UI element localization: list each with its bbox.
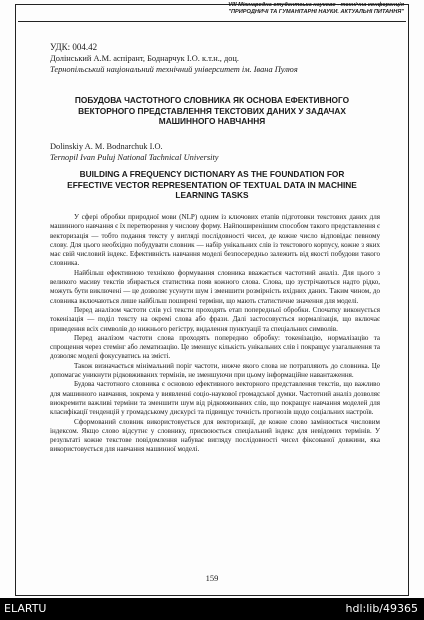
header-rule (18, 21, 406, 22)
running-head-line-2: "ПРИРОДНИЧІ ТА ГУМАНІТАРНІ НАУКИ. АКТУАЛЬНІ ПИТАННЯ" (228, 9, 404, 15)
handle-identifier[interactable]: hdl:lib/49365 (345, 602, 418, 615)
article-title-en: BUILDING A FREQUENCY DICTIONARY AS THE FOUNDATION FOR EFFECTIVE VECTOR REPRESENTATION OF TEXTUAL DATA IN MACHINE LEARNING TASKS (67, 169, 357, 200)
body-paragraph: Будова частотного словника є основою ефективного векторного представлення текстів, що важливо для машинного навчання, зокрема у виявленні соціо-наукової громадської думки. Частотний аналіз дозволяє виокремити важливі терміни та зменшити шум від рідковживаних слів, що покращує навчання моделей для класифікації тенденцій у громадському дискурсі та підвищує точність прогнозів щодо соціальних настроїв. (50, 380, 380, 417)
article-title-ua: ПОБУДОВА ЧАСТОТНОГО СЛОВНИКА ЯК ОСНОВА ЕФЕКТИВНОГО ВЕКТОРНОГО ПРЕДСТАВЛЕННЯ ТЕКСТОВИХ ДАНИХ У ЗАДАЧАХ МАШИННОГО НАВЧАННЯ (74, 95, 350, 126)
udc-code: УДК: 004.42 (50, 42, 98, 52)
repository-footer-bar (0, 598, 424, 620)
body-paragraph: Перед аналізом частоти слів усі тексти проходять етап попередньої обробки. Спочатку виконується токенізація — поділ тексту на окремі слова або фрази. Далі застосовується нормалізація, що включає приведення всіх символів до нижнього регістру, видалення пунктуації та спеціальних символів. (50, 305, 380, 333)
body-paragraph: Сформований словник використовується для векторизації, де кожне слово замінюється числовим індексом. Якщо слово відсутнє у словнику, присвоюється спеціальний індекс для невідомих термінів. У результаті кожне текстове повідомлення набуває вигляду послідовності чисел фіксованої довжини, яка використовується для навчання машинної моделі. (50, 417, 380, 454)
repository-name[interactable]: ELARTU (4, 602, 47, 615)
conference-running-head (60, 2, 404, 16)
article-body (50, 213, 380, 455)
body-paragraph: Також визначається мінімальний поріг частоти, нижче якого слова не потрапляють до словника. Це допомагає уникнути рідковживаних термінів, не зменшуючи при цьому інформаційне навантаження. (50, 361, 380, 380)
running-head-line-1: VIII Міжнародна студентська науково - технічна конференція (228, 2, 404, 8)
article-meta-ua (50, 42, 384, 75)
body-paragraph: Перед аналізом частоти слова проходять попередню обробку: токенізацію, нормалізацію та спрощення через стемінг або лематизацію. Це зменшує кількість унікальних слів і покращує узагальнення та дозволяє моделі фокусуватись на змісті. (50, 333, 380, 361)
affiliation-en: Ternopil Ivan Puluj National Tachnical University (50, 153, 219, 162)
body-paragraph: У сфері обробки природної мови (NLP) одним із ключових етапів підготовки текстових даних для машинного навчання є їх перетворення у числову форму. Найпоширенішим способом такого представлення є векторизація — тобто подання тексту у вигляді послідовності чисел, де кожне число відповідає певному слову. Для цього необхідно побудувати словник — набір унікальних слів із текстового корпусу, кожне з яких має свій числовий індекс. Ефективність навчання моделі безпосередньо залежить від якості побудови такого словника. (50, 213, 380, 268)
affiliation-ua: Тернопільський національний технічний університет ім. Івана Пулюя (50, 65, 298, 74)
body-paragraph: Найбільш ефективною технікою формування словника вважається частотний аналіз. Для цього з великого масиву текстів збирається статистика появ кожного слова. Слова, що зустрічаються надто рідко, можуть бути виключені — це дозволяє усунути шум і зменшити розмірність вхідних даних. Таким чином, до словника включаються лише найбільш поширені терміни, що мають статистичне значення для моделі. (50, 268, 380, 305)
authors-ua: Долінський А.М. аспірант, Боднарчук І.О. к.т.н., доц. (50, 54, 240, 63)
article-meta-en (50, 141, 384, 163)
authors-en: Dolinskiy A. M. Bodnarchuk I.O. (50, 142, 163, 151)
page-number: 159 (205, 573, 219, 583)
